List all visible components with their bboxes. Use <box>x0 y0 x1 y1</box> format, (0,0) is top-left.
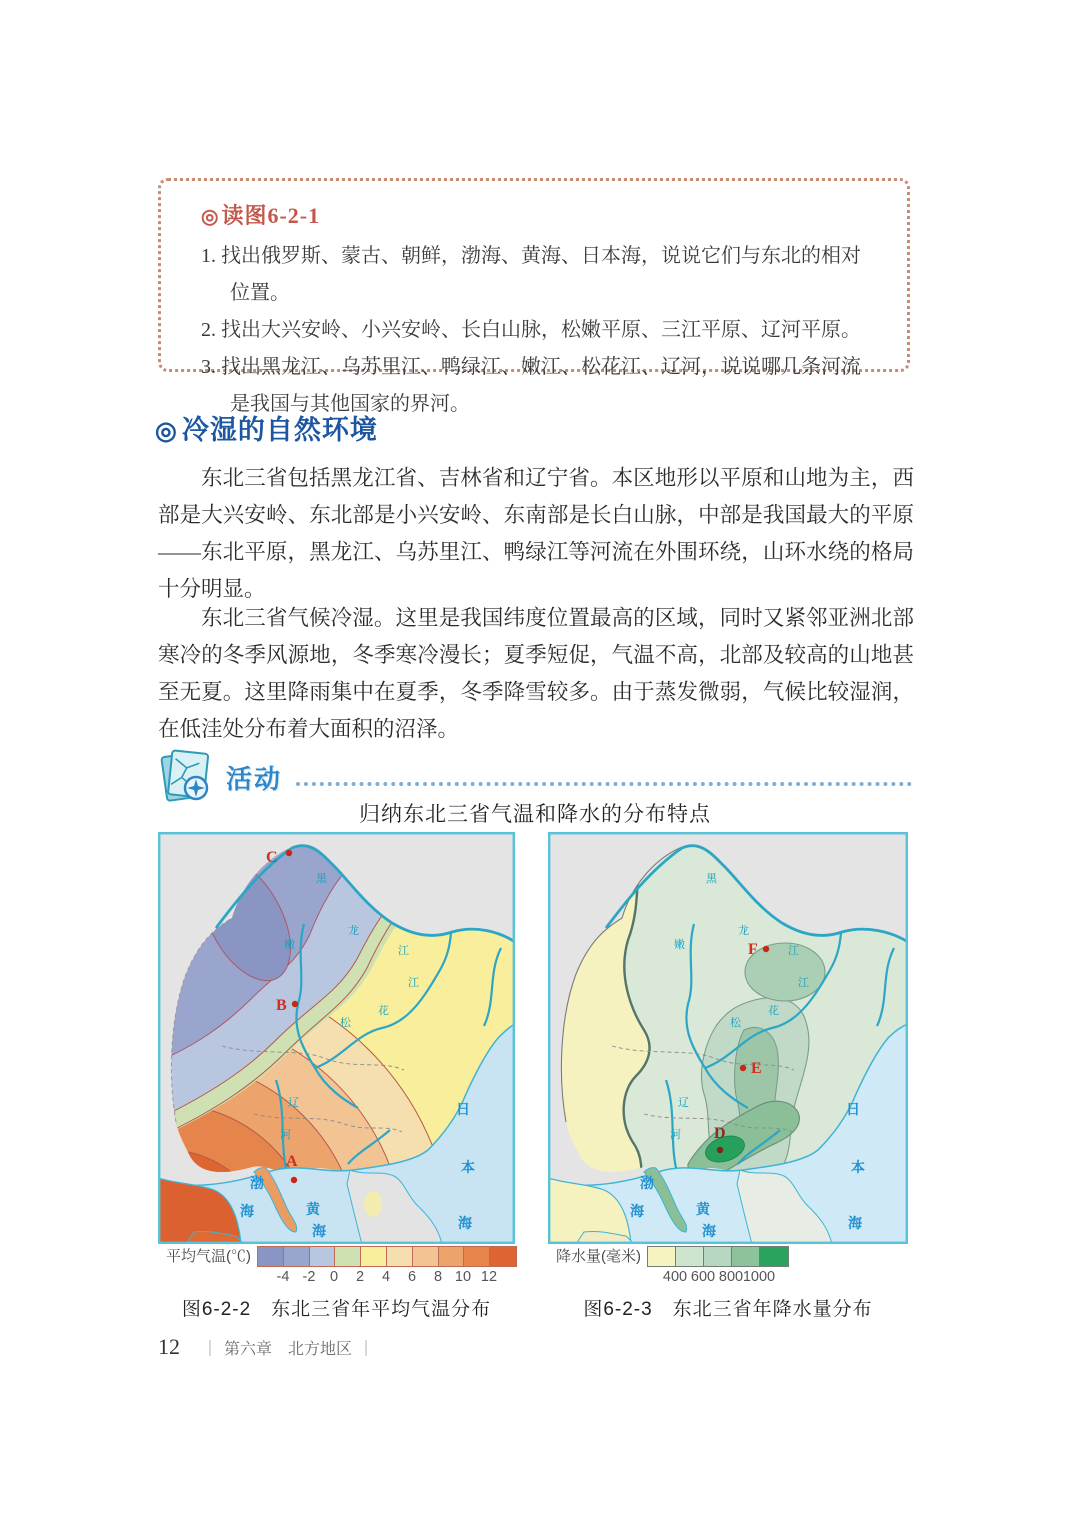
huanghai-label: 海 <box>702 1223 716 1239</box>
legend-color-swatch <box>413 1247 439 1266</box>
paragraph-climate: 东北三省气候冷湿。这里是我国纬度位置最高的区域，同时又紧邻亚洲北部寒冷的冬季风源地，冬季寒冷漫长；夏季短促，气温不高，北部及较高的山地甚至无夏。这里降雨集中在夏季，冬季降雪较多。由于蒸发微弱，气候比较湿润，在低洼处分布着大面积的沼泽。 <box>158 606 914 741</box>
activity-subtitle: 归纳东北三省气温和降水的分布特点 <box>359 803 711 826</box>
japan-sea-label: 日 <box>456 1101 470 1117</box>
tick-label: 10 <box>454 1269 472 1285</box>
tick-label: -2 <box>302 1269 316 1285</box>
japan-sea-label: 海 <box>848 1215 862 1231</box>
read-box-item-1: 1. 找出俄罗斯、蒙古、朝鲜，渤海、黄海、日本海，说说它们与东北的相对位置。 <box>201 245 861 304</box>
point-f-label: F <box>748 941 758 958</box>
footer-chapter: 第六章 北方地区 <box>224 1340 353 1358</box>
point-e-label: E <box>751 1060 762 1077</box>
legend-color-swatch <box>361 1247 387 1266</box>
activity-header <box>158 746 912 798</box>
footer-separator: ｜ <box>358 1340 375 1358</box>
bohai-label: 海 <box>630 1203 644 1219</box>
point-a-label: A <box>286 1153 298 1170</box>
point-d-dot <box>717 1147 723 1153</box>
svg-text:江: 江 <box>798 977 809 989</box>
point-c-dot <box>286 850 292 856</box>
tick-label: 8 <box>433 1269 443 1285</box>
footer-separator: ｜ <box>202 1340 219 1358</box>
read-map-box <box>158 178 910 415</box>
bohai-label: 渤 <box>250 1175 264 1191</box>
point-c-label: C <box>266 849 278 866</box>
tick-label: 400 <box>662 1269 688 1285</box>
point-e-dot <box>740 1065 746 1071</box>
svg-text:花: 花 <box>768 1005 779 1017</box>
temperature-legend-ticks <box>257 1269 517 1287</box>
legend-color-swatch <box>648 1247 676 1266</box>
precipitation-map <box>548 832 908 1244</box>
map-compass-icon <box>158 746 216 804</box>
japan-sea-label: 本 <box>851 1159 865 1175</box>
read-box-title-text: 读图6-2-1 <box>221 203 321 228</box>
point-a-dot <box>291 1177 297 1183</box>
legend-color-swatch <box>464 1247 490 1266</box>
japan-sea-label: 海 <box>458 1215 472 1231</box>
tick-label: 12 <box>480 1269 498 1285</box>
svg-text:江: 江 <box>788 945 799 957</box>
point-b-label: B <box>276 997 287 1014</box>
legend-color-swatch <box>335 1247 361 1266</box>
tick-label: 1000 <box>742 1269 776 1285</box>
svg-text:龙: 龙 <box>738 925 749 937</box>
svg-text:河: 河 <box>670 1129 681 1141</box>
point-f-dot <box>763 946 769 952</box>
svg-text:龙: 龙 <box>348 925 359 937</box>
tick-label: 4 <box>381 1269 391 1285</box>
section-heading <box>155 408 378 447</box>
svg-text:花: 花 <box>378 1005 389 1017</box>
double-circle-icon: ◎ <box>201 206 220 228</box>
read-box-title <box>201 199 879 230</box>
huanghai-label: 黄 <box>696 1201 710 1217</box>
precipitation-colorbar <box>647 1246 789 1267</box>
temperature-colorbar <box>257 1246 517 1267</box>
read-box-item-2: 2. 找出大兴安岭、小兴安岭、长白山脉，松嫩平原、三江平原、辽河平原。 <box>201 319 861 341</box>
point-d-label: D <box>714 1125 726 1142</box>
svg-text:江: 江 <box>408 977 419 989</box>
temperature-map <box>158 832 515 1244</box>
tick-label: 2 <box>355 1269 365 1285</box>
temperature-legend <box>166 1246 517 1285</box>
page-footer <box>158 1334 380 1360</box>
bohai-label: 渤 <box>640 1175 654 1191</box>
legend-color-swatch <box>387 1247 413 1266</box>
precipitation-legend-ticks <box>647 1269 789 1287</box>
read-box-item-3: 3. 找出黑龙江、乌苏里江、鸭绿江、嫩江、松花江、辽河，说说哪几条河流是我国与其他国家的界河。 <box>201 356 861 415</box>
korea-lowland-patch <box>364 1191 382 1217</box>
legend-color-swatch <box>284 1247 310 1266</box>
legend-color-swatch <box>704 1247 732 1266</box>
tick-label: 800 <box>718 1269 744 1285</box>
japan-sea-label: 本 <box>461 1159 475 1175</box>
svg-text:嫩: 嫩 <box>674 939 685 951</box>
point-b-dot <box>292 1001 298 1007</box>
svg-text:松: 松 <box>730 1017 741 1029</box>
svg-text:黑: 黑 <box>706 873 717 885</box>
svg-text:嫩: 嫩 <box>284 939 295 951</box>
temperature-legend-label: 平均气温(℃) <box>166 1248 251 1265</box>
dotted-divider <box>296 782 912 786</box>
japan-sea-label: 日 <box>846 1101 860 1117</box>
paragraph-terrain: 东北三省包括黑龙江省、吉林省和辽宁省。本区地形以平原和山地为主，西部是大兴安岭、东北部是小兴安岭、东南部是长白山脉，中部是我国最大的平原——东北平原，黑龙江、乌苏里江、鸭绿江等河流在外围环绕，山环水绕的格局十分明显。 <box>158 466 914 601</box>
tick-label: -4 <box>276 1269 290 1285</box>
section-title-text: 冷湿的自然环境 <box>181 415 378 445</box>
tick-label: 600 <box>690 1269 716 1285</box>
svg-text:黑: 黑 <box>316 873 327 885</box>
svg-text:河: 河 <box>280 1129 291 1141</box>
legend-color-swatch <box>258 1247 284 1266</box>
huanghai-label: 海 <box>312 1223 326 1239</box>
activity-label: 活动 <box>226 764 283 794</box>
double-circle-icon: ◎ <box>155 417 178 445</box>
page-number: 12 <box>158 1334 180 1359</box>
temperature-map-caption: 图6-2-2 东北三省年平均气温分布 <box>181 1299 492 1320</box>
legend-color-swatch <box>732 1247 760 1266</box>
precipitation-legend-label: 降水量(毫米) <box>556 1248 641 1265</box>
svg-text:松: 松 <box>340 1017 351 1029</box>
bohai-label: 海 <box>240 1203 254 1219</box>
precipitation-map-caption: 图6-2-3 东北三省年降水量分布 <box>583 1299 873 1320</box>
svg-text:江: 江 <box>398 945 409 957</box>
huanghai-label: 黄 <box>306 1201 320 1217</box>
tick-label: 6 <box>407 1269 417 1285</box>
svg-text:辽: 辽 <box>678 1097 689 1109</box>
legend-color-swatch <box>439 1247 465 1266</box>
legend-color-swatch <box>676 1247 704 1266</box>
legend-color-swatch <box>310 1247 336 1266</box>
precipitation-legend <box>556 1246 789 1285</box>
legend-color-swatch <box>490 1247 516 1266</box>
tick-label: 0 <box>329 1269 339 1285</box>
svg-text:辽: 辽 <box>288 1097 299 1109</box>
legend-color-swatch <box>760 1247 788 1266</box>
